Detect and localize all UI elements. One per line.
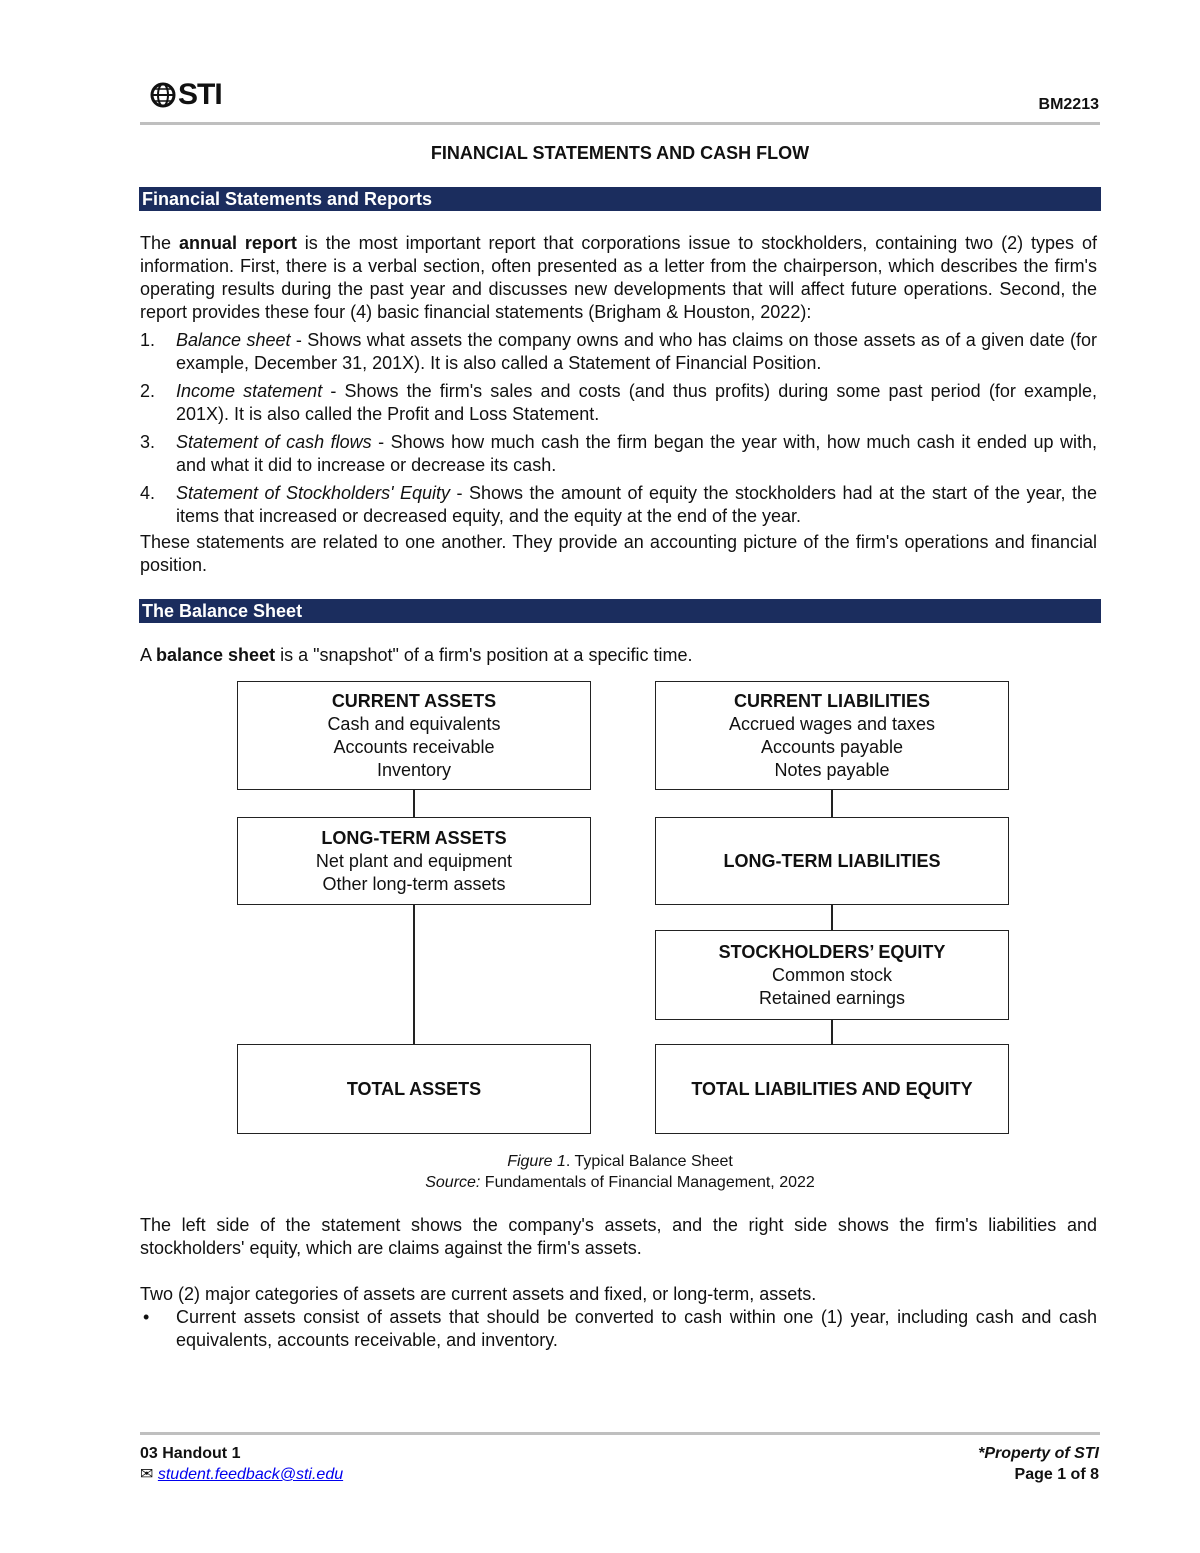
stockholders-equity-box (655, 930, 1009, 1020)
feedback-email-link[interactable]: student.feedback@sti.edu (157, 1466, 344, 1483)
list-number: 1. (140, 330, 156, 350)
bullet-icon: • (143, 1307, 150, 1327)
intro-bold-term: annual report (178, 233, 297, 253)
connector-line (831, 790, 833, 817)
box-title: LONG-TERM LIABILITIES (723, 850, 941, 871)
box-line: Accounts payable (760, 736, 904, 757)
current-liabilities-box (655, 681, 1009, 790)
box-line: Net plant and equipment (315, 850, 513, 871)
figure-source (140, 1172, 1100, 1193)
envelope-icon: ✉ (140, 1466, 154, 1483)
logo-text: STI (178, 78, 222, 111)
intro-text-post: is the most important report that corporations issue to stockholders, containing two (2) types of information. First, there is a verbal section, often presented as a letter from the chairperson, which describes the firm's operating results during the past year and discusses new developments that will affect future operations. Second, the report provides these four (4) basic financial statements (Brigham & Houston, 2022): (140, 233, 1097, 322)
statements-list (140, 329, 1097, 533)
footer-right (978, 1443, 1099, 1485)
box-title: TOTAL LIABILITIES AND EQUITY (691, 1078, 973, 1099)
list-item (140, 1306, 1097, 1352)
total-assets-box (237, 1044, 591, 1134)
figure-text: . Typical Balance Sheet (565, 1153, 733, 1170)
bullet-text: Current assets consist of assets that should be converted to cash within one (1) year, including cash and cash equivalents, accounts receivable, and inventory. (176, 1307, 1097, 1350)
box-line: Accounts receivable (333, 736, 495, 757)
footer-left (140, 1443, 343, 1485)
property-label: *Property of STI (978, 1445, 1099, 1462)
box-line: Retained earnings (758, 987, 906, 1008)
bs-intro-post: is a "snapshot" of a firm's position at a specific time. (275, 645, 693, 665)
list-term: Income statement (176, 381, 323, 401)
list-item (140, 329, 1097, 375)
list-number: 2. (140, 381, 156, 401)
list-item (140, 482, 1097, 528)
box-title: TOTAL ASSETS (346, 1078, 482, 1099)
source-label: Source: (425, 1174, 481, 1191)
box-line: Notes payable (774, 759, 890, 780)
balance-sheet-intro (140, 644, 1097, 667)
list-term: Balance sheet (176, 330, 291, 350)
total-liabilities-equity-box (655, 1044, 1009, 1134)
header-divider (140, 122, 1100, 125)
connector-line (413, 905, 415, 1044)
list-text: - Shows how much cash the firm began the year with, how much cash it ended up with, and what it did to increase or decrease its cash. (176, 432, 1098, 475)
footer-divider (140, 1432, 1100, 1435)
bs-intro-pre: A (140, 645, 157, 665)
asset-categories-paragraph: Two (2) major categories of assets are current assets and fixed, or long-term, assets. (140, 1284, 817, 1304)
sti-logo (150, 78, 222, 112)
connector-line (831, 905, 833, 930)
list-text: - Shows the firm's sales and costs (and thus profits) during some past period (for example, 201X). It is also called the Profit and Loss Statement. (176, 381, 1097, 424)
box-line: Inventory (376, 759, 452, 780)
asset-bullets (140, 1306, 1097, 1352)
list-text: - Shows the amount of equity the stockholders had at the start of the year, the items that increased or decreased equity, and the equity at the end of the year. (176, 483, 1097, 526)
source-text: Fundamentals of Financial Management, 2022 (480, 1174, 815, 1191)
left-right-paragraph: The left side of the statement shows the company's assets, and the right side shows the firm's liabilities and stockholders' equity, which are claims against the firm's assets. (140, 1215, 1097, 1258)
figure-caption (140, 1151, 1100, 1172)
long-term-liabilities-box (655, 817, 1009, 905)
globe-icon (150, 82, 176, 108)
current-assets-box (237, 681, 591, 790)
course-code: BM2213 (1038, 96, 1099, 113)
box-title: CURRENT LIABILITIES (734, 690, 930, 711)
box-line: Accrued wages and taxes (728, 713, 936, 734)
list-text: - Shows what assets the company owns and who has claims on those assets as of a given date (for example, December 31, 201X). It is also called a Statement of Financial Position. (176, 330, 1097, 373)
connector-line (413, 790, 415, 817)
list-number: 4. (140, 483, 156, 503)
page-title: FINANCIAL STATEMENTS AND CASH FLOW (430, 143, 810, 163)
box-title: CURRENT ASSETS (331, 690, 497, 711)
list-term: Statement of cash flows (176, 432, 372, 452)
box-line: Other long-term assets (322, 873, 506, 894)
box-line: Cash and equivalents (327, 713, 501, 734)
bs-intro-bold: balance sheet (156, 645, 276, 665)
connector-line (831, 1020, 833, 1044)
handout-label: 03 Handout 1 (140, 1445, 241, 1462)
intro-paragraph (140, 232, 1097, 324)
intro-text-pre: The (140, 233, 179, 253)
long-term-assets-box (237, 817, 591, 905)
list-term: Statement of Stockholders' Equity (176, 483, 451, 503)
list-item (140, 431, 1097, 477)
figure-label: Figure 1 (507, 1153, 566, 1170)
box-title: STOCKHOLDERS’ EQUITY (718, 941, 946, 962)
page-number: Page 1 of 8 (1014, 1466, 1099, 1483)
box-title: LONG-TERM ASSETS (321, 827, 507, 848)
closing-paragraph: These statements are related to one another. They provide an accounting picture of the firm's operations and financial position. (140, 532, 1097, 575)
box-line: Common stock (771, 964, 893, 985)
list-item (140, 380, 1097, 426)
section-heading-financial-statements: Financial Statements and Reports (139, 187, 1101, 211)
list-number: 3. (140, 432, 156, 452)
section-heading-balance-sheet: The Balance Sheet (139, 599, 1101, 623)
